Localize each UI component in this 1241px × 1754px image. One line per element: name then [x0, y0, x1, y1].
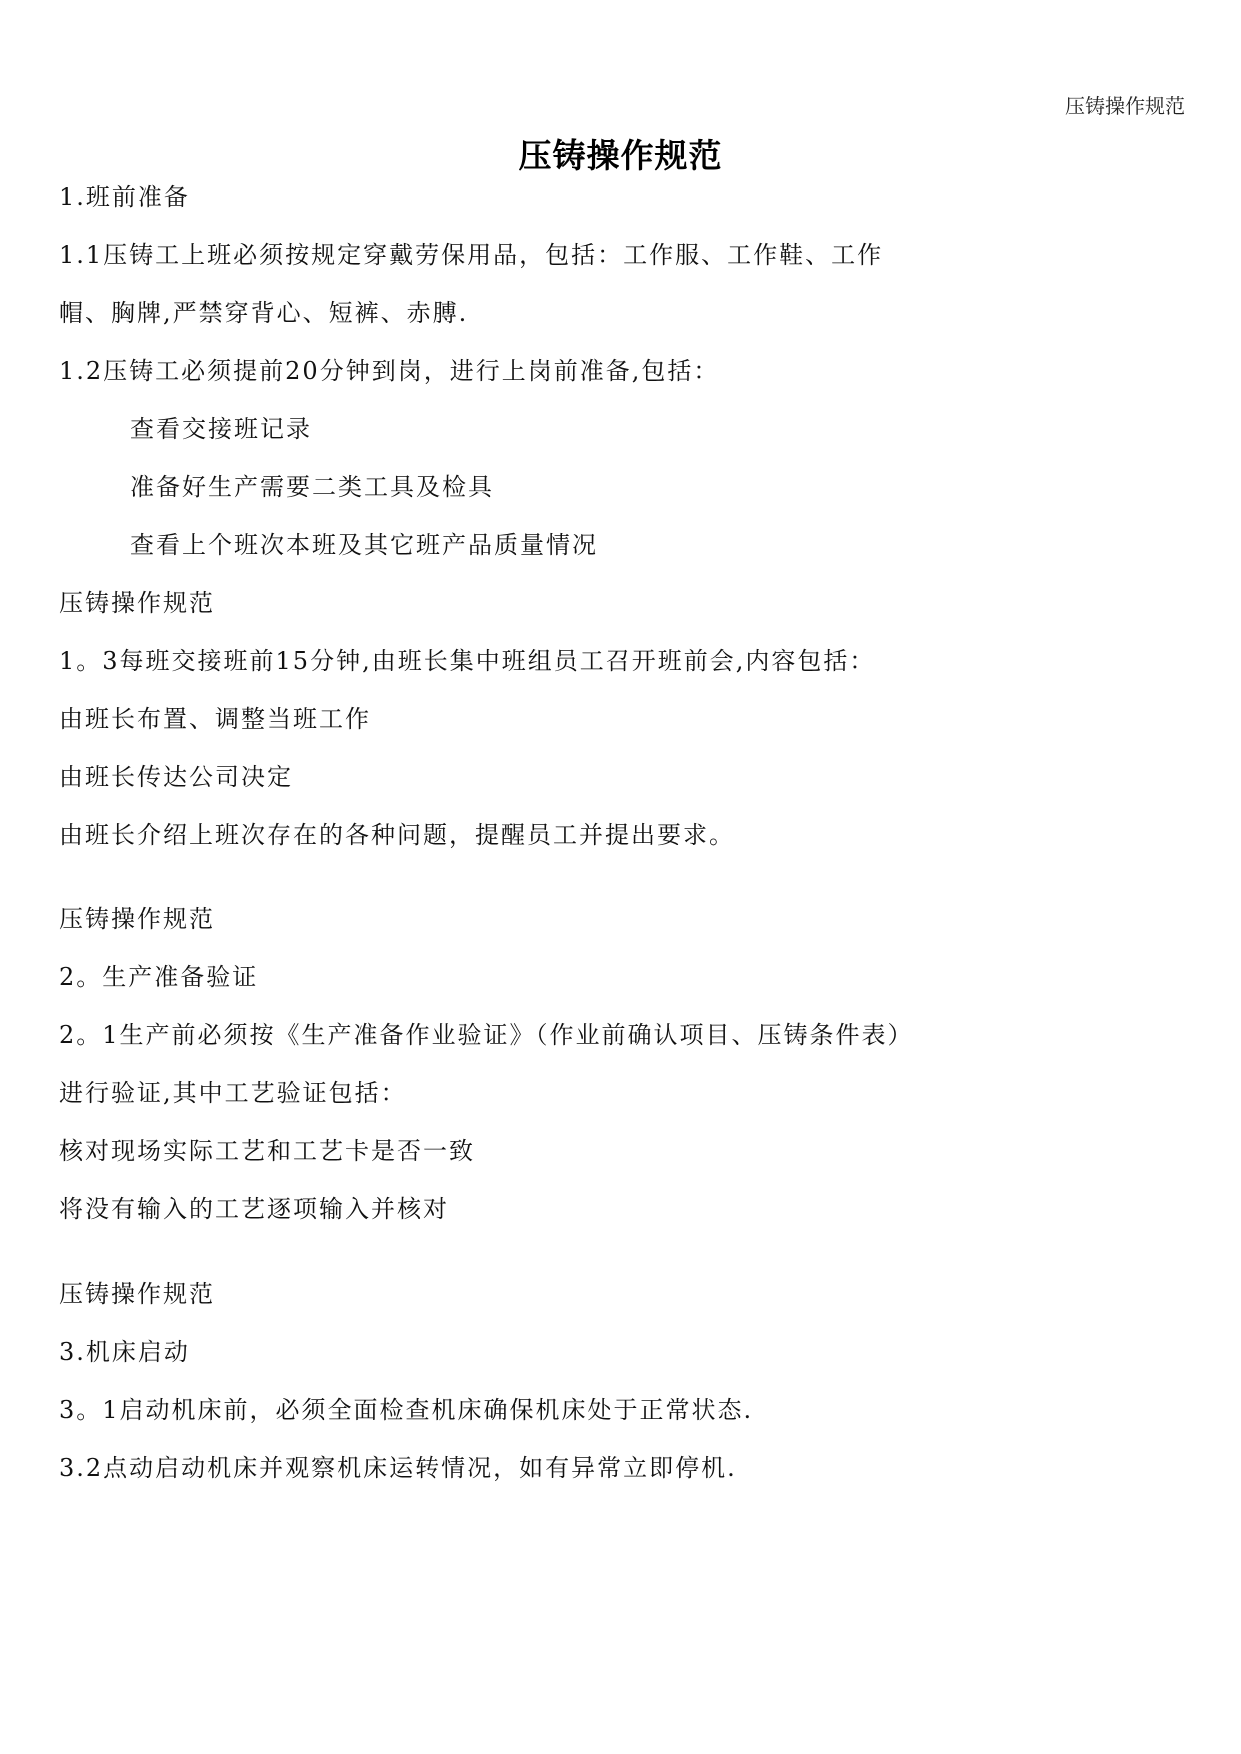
section-label: 压铸操作规范	[59, 589, 215, 617]
list-item: 将没有输入的工艺逐项输入并核对	[59, 1195, 449, 1223]
list-item: 由班长布置、调整当班工作	[59, 705, 371, 733]
section-label: 压铸操作规范	[59, 905, 215, 933]
section-label: 压铸操作规范	[59, 1280, 215, 1308]
document-title: 压铸操作规范	[518, 136, 723, 175]
paragraph-3-1: 3。1启动机床前，必须全面检查机床确保机床处于正常状态.	[59, 1396, 754, 1424]
list-item: 查看上个班次本班及其它班产品质量情况	[130, 531, 598, 559]
paragraph-2-1-line-2: 进行验证,其中工艺验证包括：	[59, 1079, 407, 1107]
paragraph-2-1-line-1: 2。1生产前必须按《生产准备作业验证》（作业前确认项目、压铸条件表）	[59, 1021, 914, 1049]
paragraph-1-1-line-2: 帽、胸牌,严禁穿背心、短裤、赤膊.	[59, 299, 469, 327]
list-item: 查看交接班记录	[130, 415, 312, 443]
section-heading-2: 2。生产准备验证	[59, 963, 259, 991]
paragraph-1-3: 1。3每班交接班前15分钟,由班长集中班组员工召开班前会,内容包括：	[59, 647, 876, 675]
list-item: 准备好生产需要二类工具及检具	[130, 473, 494, 501]
paragraph-1-1-line-1: 1.1压铸工上班必须按规定穿戴劳保用品，包括：工作服、工作鞋、工作	[59, 241, 884, 269]
paragraph-3-2: 3.2点动启动机床并观察机床运转情况，如有异常立即停机.	[59, 1454, 737, 1482]
section-heading-3: 3.机床启动	[59, 1338, 190, 1366]
paragraph-1-2: 1.2压铸工必须提前20分钟到岗，进行上岗前准备,包括：	[59, 357, 720, 385]
running-header: 压铸操作规范	[1065, 94, 1185, 118]
list-item: 由班长传达公司决定	[59, 763, 293, 791]
section-heading-1: 1.班前准备	[59, 183, 190, 211]
list-item: 核对现场实际工艺和工艺卡是否一致	[59, 1137, 475, 1165]
list-item: 由班长介绍上班次存在的各种问题，提醒员工并提出要求。	[59, 821, 735, 849]
